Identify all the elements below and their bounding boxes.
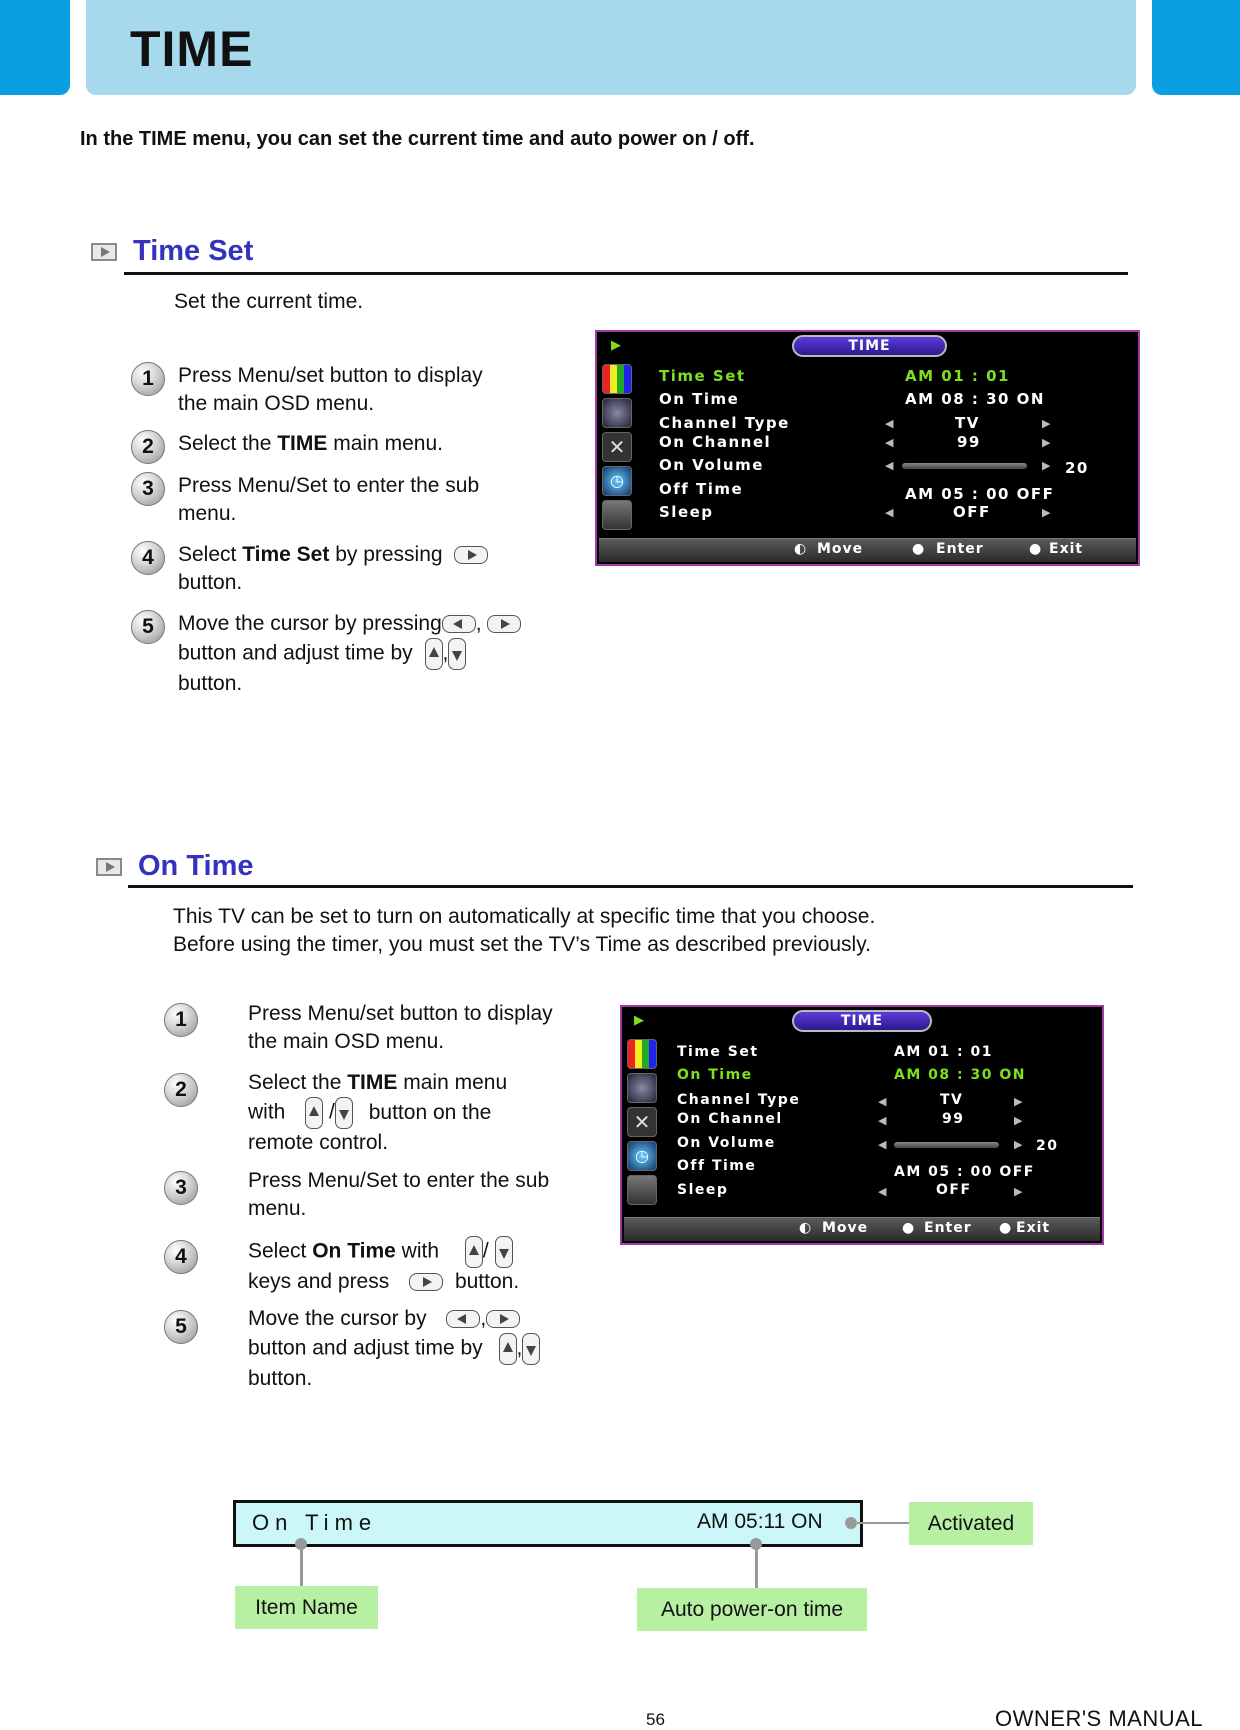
step-text: Press Menu/set button to display the main OSD menu. [248, 1002, 553, 1053]
osd-value-time-set: AM 01 : 01 [905, 367, 1010, 385]
section-heading-on-time: On Time [138, 850, 254, 882]
osd-picture-icon [627, 1039, 657, 1069]
step-text: Select the TIME main menu. [178, 432, 443, 455]
osd-left-arrow-icon: ◀ [878, 1114, 887, 1127]
osd-right-arrow-icon: ▶ [1042, 506, 1051, 519]
osd-row-channel-type: Channel Type [677, 1092, 801, 1108]
osd-row-off-time: Off Time [659, 480, 744, 498]
down-button-icon [495, 1236, 513, 1268]
osd-footer-exit: Exit [1016, 1220, 1051, 1236]
intro-text: In the TIME menu, you can set the current time and auto power on / off. [80, 128, 755, 150]
osd-footer-exit: Exit [1049, 541, 1084, 557]
on-time-value: AM 05:11 ON [697, 1510, 823, 1533]
step-badge-3: 3 [131, 472, 165, 506]
section-divider [124, 272, 1128, 275]
osd-value-on-channel: 99 [957, 433, 981, 451]
connector-line [300, 1548, 303, 1586]
down-button-icon [448, 638, 466, 670]
osd-value-on-volume: 20 [1065, 459, 1089, 477]
osd-setup-icon: ✕ [602, 432, 632, 462]
osd-volume-bar [894, 1142, 999, 1148]
osd-value-on-volume: 20 [1036, 1138, 1059, 1154]
step-badge-1: 1 [164, 1003, 198, 1037]
osd-right-arrow-icon: ▶ [1014, 1114, 1023, 1127]
page-number: 56 [646, 1710, 665, 1729]
step-text: Press Menu/Set to enter the sub menu. [248, 1169, 550, 1220]
osd-value-time-set: AM 01 : 01 [894, 1044, 993, 1060]
osd-move-icon: ◐ [799, 1220, 813, 1236]
osd-row-sleep: Sleep [677, 1182, 729, 1198]
osd-left-arrow-icon: ◀ [885, 436, 894, 449]
manual-label: OWNER'S MANUAL [995, 1706, 1203, 1730]
left-button-icon [442, 615, 476, 633]
down-button-icon [335, 1097, 353, 1129]
osd-left-arrow-icon: ◀ [878, 1095, 887, 1108]
osd-move-icon: ◐ [794, 541, 808, 557]
step-badge-2: 2 [131, 430, 165, 464]
callout-auto-power-on-time: Auto power-on time [637, 1588, 867, 1631]
osd-sound-icon [627, 1073, 657, 1103]
osd-row-on-time: On Time [659, 390, 740, 408]
osd-value-channel-type: TV [955, 414, 980, 432]
step-badge-5: 5 [164, 1310, 198, 1344]
osd-enter-icon: ● [902, 1220, 916, 1236]
header-right-tab [1152, 0, 1240, 95]
osd-row-on-channel: On Channel [659, 433, 772, 451]
osd-right-arrow-icon: ▶ [1014, 1185, 1023, 1198]
osd-sound-icon [602, 398, 632, 428]
callout-item-name: Item Name [235, 1586, 378, 1629]
osd-footer-enter: Enter [924, 1220, 972, 1236]
up-button-icon [499, 1333, 517, 1365]
osd-value-on-time: AM 08 : 30 ON [905, 390, 1045, 408]
osd-play-icon: ▶ [634, 1013, 644, 1028]
osd-right-arrow-icon: ▶ [1042, 459, 1051, 472]
osd-value-sleep: OFF [936, 1182, 972, 1198]
osd-value-off-time: AM 05 : 00 OFF [905, 485, 1055, 503]
osd-misc-icon [602, 500, 632, 530]
step-badge-5: 5 [131, 610, 165, 644]
osd-row-on-channel: On Channel [677, 1111, 783, 1127]
osd-exit-icon: ● [1029, 541, 1043, 557]
osd-row-time-set: Time Set [677, 1044, 759, 1060]
section-divider [128, 885, 1133, 888]
osd-row-on-volume: On Volume [677, 1135, 776, 1151]
osd-screen-time-set [595, 330, 1140, 566]
section-arrow-icon [91, 243, 117, 261]
osd-footer-move: Move [822, 1220, 869, 1236]
on-time-item-label: On Time [252, 1510, 378, 1535]
osd-right-arrow-icon: ▶ [1042, 417, 1051, 430]
osd-left-arrow-icon: ◀ [885, 417, 894, 430]
osd-title: TIME [792, 335, 947, 357]
osd-title: TIME [792, 1010, 932, 1032]
right-button-icon [486, 1310, 520, 1328]
osd-right-arrow-icon: ▶ [1042, 436, 1051, 449]
osd-row-time-set: Time Set [659, 367, 746, 385]
section-description: Set the current time. [174, 290, 364, 313]
osd-value-sleep: OFF [953, 503, 991, 521]
section-heading-time-set: Time Set [133, 235, 254, 267]
right-button-icon [487, 615, 521, 633]
osd-row-sleep: Sleep [659, 503, 714, 521]
osd-row-on-time: On Time [677, 1067, 753, 1083]
osd-misc-icon [627, 1175, 657, 1205]
up-button-icon [305, 1097, 323, 1129]
osd-volume-bar [902, 463, 1027, 469]
osd-screen-on-time [620, 1005, 1104, 1245]
up-button-icon [465, 1236, 483, 1268]
step-text: Select Time Set by pressing button. [178, 541, 488, 597]
right-button-icon [409, 1273, 443, 1291]
step-text: Select On Time with / keys and press button. [248, 1236, 519, 1296]
step-badge-3: 3 [164, 1171, 198, 1205]
osd-left-arrow-icon: ◀ [885, 459, 894, 472]
header-left-tab [0, 0, 70, 95]
page-title: TIME [130, 21, 254, 77]
osd-value-on-time: AM 08 : 30 ON [894, 1067, 1026, 1083]
osd-footer-bar [624, 1217, 1100, 1241]
osd-picture-icon [602, 364, 632, 394]
connector-dot [845, 1517, 857, 1529]
step-text: Move the cursor by pressing , button and adjust time by , button. [178, 610, 521, 698]
up-button-icon [425, 638, 443, 670]
section-description: This TV can be set to turn on automatically at specific time that you choose. Before using the timer, you must set the TV’s Time as described previously. [173, 905, 876, 956]
osd-enter-icon: ● [912, 541, 926, 557]
callout-activated: Activated [909, 1502, 1033, 1545]
down-button-icon [522, 1333, 540, 1365]
osd-clock-icon: ◷ [627, 1141, 657, 1171]
osd-right-arrow-icon: ▶ [1014, 1095, 1023, 1108]
osd-play-icon: ▶ [611, 338, 621, 353]
right-button-icon [454, 546, 488, 564]
osd-setup-icon: ✕ [627, 1107, 657, 1137]
osd-row-channel-type: Channel Type [659, 414, 790, 432]
osd-left-arrow-icon: ◀ [878, 1138, 887, 1151]
osd-footer-move: Move [817, 541, 864, 557]
osd-footer-bar [599, 538, 1136, 562]
osd-footer-enter: Enter [936, 541, 984, 557]
osd-value-off-time: AM 05 : 00 OFF [894, 1164, 1035, 1180]
osd-exit-icon: ● [999, 1220, 1013, 1236]
step-badge-1: 1 [131, 362, 165, 396]
osd-row-on-volume: On Volume [659, 456, 764, 474]
step-badge-4: 4 [164, 1240, 198, 1274]
step-badge-2: 2 [164, 1073, 198, 1107]
step-text: Press Menu/set button to display the main OSD menu. [178, 364, 483, 415]
osd-value-channel-type: TV [940, 1092, 964, 1108]
step-badge-4: 4 [131, 541, 165, 575]
section-arrow-icon [96, 858, 122, 876]
osd-left-arrow-icon: ◀ [885, 506, 894, 519]
osd-clock-icon: ◷ [602, 466, 632, 496]
left-button-icon [446, 1310, 480, 1328]
osd-row-off-time: Off Time [677, 1158, 757, 1174]
step-text: Press Menu/Set to enter the sub menu. [178, 474, 480, 525]
connector-line [857, 1522, 909, 1524]
step-text: Select the TIME main menu with / button on the remote control. [248, 1071, 508, 1154]
osd-value-on-channel: 99 [942, 1111, 965, 1127]
osd-left-arrow-icon: ◀ [878, 1185, 887, 1198]
osd-right-arrow-icon: ▶ [1014, 1138, 1023, 1151]
step-text: Move the cursor by , button and adjust time by , button. [248, 1305, 540, 1393]
